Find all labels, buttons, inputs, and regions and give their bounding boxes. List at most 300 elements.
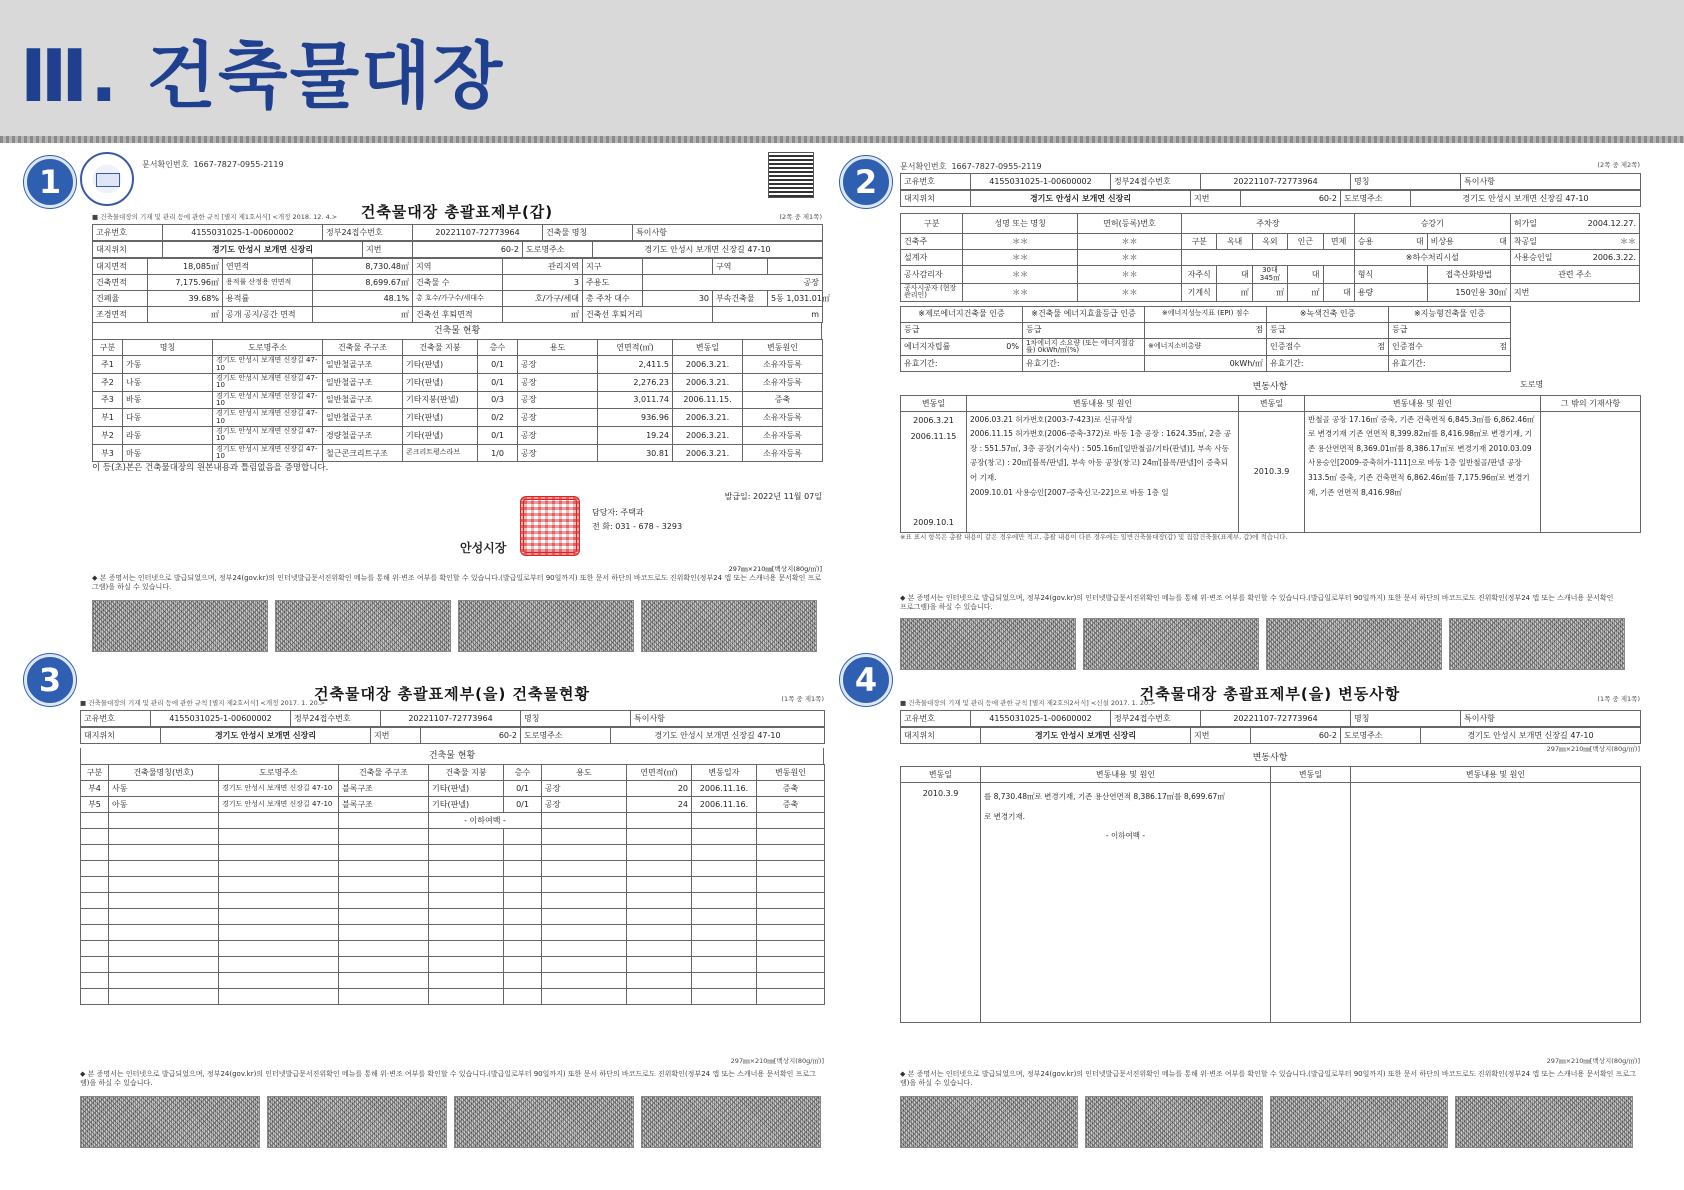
setback-area-label: 건축선 후퇴면적 bbox=[413, 307, 503, 323]
cell: 건축주 bbox=[901, 234, 963, 250]
doc2-location-table bbox=[900, 190, 1641, 207]
unique-no-label: 고유번호 bbox=[93, 225, 163, 241]
cell: 0kWh/㎡ bbox=[1145, 356, 1267, 372]
doc1-location-table bbox=[92, 241, 823, 258]
badge-3: 3 bbox=[24, 654, 76, 706]
doc2-barcodes bbox=[900, 618, 1625, 670]
lot-value: 60-2 bbox=[1251, 728, 1341, 744]
cell: 30대 345㎡ bbox=[1252, 266, 1287, 284]
doc3-notice: ◆ 본 증명서는 인터넷으로 발급되었으며, 정부24(gov.kr)의 인터넷발급문서진위확인 메뉴를 통해 위·변조 여부를 확인할 수 있습니다.(발급일로부터 90일까지) 또한 문서 하단의 바코드로도 진위확인(정부24 앱 또는 스캐너용 문서확인 프로그램)을 하실 수 있습니다. bbox=[80, 1070, 816, 1088]
cell: 등급 bbox=[901, 322, 1023, 338]
doc2-people-table bbox=[900, 213, 1640, 301]
table-row bbox=[81, 909, 825, 925]
doc4-page: (1쪽 중 제1쪽) bbox=[1597, 695, 1640, 703]
cell: 점 bbox=[1377, 342, 1385, 352]
change-desc: 2006.11.15 허가번호(2006-증축-372)로 바동 1층 공장 : 1624.35㎡, 2층 공장 : 551.57㎡, 3층 공장(기숙사) : 505.16㎡[일반철골/기타(판넬)], 부속 사동 공장(창고) : 20㎡[블록/판넬], 부속 아동 공장(창고) 24㎡[블록/판넬]이 증축되어 기재. bbox=[970, 429, 1232, 483]
cell: ＊＊ bbox=[963, 266, 1077, 284]
cell: 증축 bbox=[743, 391, 823, 409]
table-row bbox=[93, 356, 823, 374]
col-header: 연면적(㎡) bbox=[627, 765, 692, 781]
doc3-status-table bbox=[80, 764, 825, 1005]
cell: 유효기간: bbox=[901, 356, 1023, 372]
doc3-paper-spec: 297㎜×210㎜[백상지(80g/㎡)] bbox=[730, 1057, 824, 1065]
cell bbox=[1351, 783, 1641, 1023]
doc1-title: 건축물대장 총괄표제부(갑) bbox=[360, 203, 554, 221]
doc1-area-table bbox=[92, 258, 830, 323]
lot-value: 60-2 bbox=[421, 728, 521, 744]
col-header: 옥내 bbox=[1217, 234, 1252, 250]
cell: 용량 bbox=[1354, 283, 1427, 301]
cell: 소유자등록 bbox=[743, 374, 823, 392]
cell: 유효기간: bbox=[1389, 356, 1511, 372]
cell: 경기도 안성시 보개면 신장길 47-10 bbox=[213, 391, 323, 409]
cell: 공장 bbox=[518, 391, 598, 409]
header-bar bbox=[0, 0, 1684, 138]
col-header: 구분 bbox=[1182, 234, 1217, 250]
location-value: 경기도 안성시 보개면 신장리 bbox=[161, 728, 371, 744]
cell: 0/2 bbox=[478, 409, 518, 427]
unique-no-value: 4155031025-1-00600002 bbox=[151, 711, 291, 727]
unique-no-label: 고유번호 bbox=[901, 711, 971, 727]
gov24-value: 20221107-72773964 bbox=[1201, 711, 1351, 727]
doc1-page: (2쪽 중 제1쪽) bbox=[779, 213, 822, 221]
barcode-icon bbox=[1449, 618, 1625, 670]
road-label: 도로명주소 bbox=[1341, 728, 1421, 744]
col-header: 그 밖의 기재사항 bbox=[1541, 395, 1641, 411]
barcode-icon bbox=[900, 618, 1076, 670]
doc1-certify-text: 이 등(초)본은 건축물대장의 원본내용과 틀림없음을 증명합니다. bbox=[92, 463, 329, 474]
barcode-icon bbox=[1270, 1096, 1448, 1148]
col-header: 구분 bbox=[93, 340, 123, 356]
page-title: Ⅲ. 건축물대장 bbox=[20, 34, 505, 118]
table-row bbox=[93, 427, 823, 445]
table-row bbox=[81, 989, 825, 1005]
cell: 2006.11.15. bbox=[673, 391, 743, 409]
cell: 20 bbox=[627, 781, 692, 797]
col-header: 명칭 bbox=[123, 340, 213, 356]
change-date: 2006.11.15 bbox=[910, 431, 957, 441]
open-space-label: 공개 공지/공간 면적 bbox=[223, 307, 313, 323]
col-header: 건축물명칭(번호) bbox=[109, 765, 219, 781]
lot-label: 지번 bbox=[371, 728, 421, 744]
cell: 증축 bbox=[757, 797, 825, 813]
cell: 경기도 안성시 보개면 신장길 47-10 bbox=[219, 797, 339, 813]
barcode-icon bbox=[1266, 618, 1442, 670]
setback-area-value: ㎡ bbox=[503, 307, 583, 323]
cell: 일반철골구조 bbox=[323, 374, 403, 392]
far-floor-area-label: 용적률 산정용 연면적 bbox=[223, 275, 313, 291]
cell: 2,276.23 bbox=[598, 374, 673, 392]
cell bbox=[1323, 266, 1354, 284]
location-label: 대지위치 bbox=[901, 191, 971, 207]
building-area-value: 7,175.96㎡ bbox=[148, 275, 223, 291]
table-row bbox=[81, 813, 825, 829]
gov24-label: 정부24접수번호 bbox=[1111, 174, 1201, 190]
badge-2: 2 bbox=[840, 156, 892, 208]
cell: 2006.3.21. bbox=[673, 356, 743, 374]
change-desc: 2006.03.21 허가번호(2003-7-423)로 신규작성 bbox=[970, 414, 1133, 424]
cell: 인증점수 bbox=[1270, 342, 1301, 352]
cell: 바동 bbox=[123, 391, 213, 409]
cell: 기타(판넬) bbox=[429, 781, 504, 797]
cell: 사동 bbox=[109, 781, 219, 797]
bldg-name-label: 건축물 명칭 bbox=[543, 225, 633, 241]
gov24-value: 20221107-72773964 bbox=[381, 711, 521, 727]
doc4-law-ref: ■ 건축물대장의 기재 및 관리 등에 관한 규칙 [별지 제2호의2서식] <신설 2017. 1. 20.> bbox=[900, 699, 1156, 707]
cell: 콘크리트평스라브 bbox=[403, 444, 478, 462]
cell bbox=[1271, 783, 1351, 1023]
cell: 승용 bbox=[1357, 237, 1374, 247]
barcode-icon bbox=[900, 1096, 1078, 1148]
cell: 기타(판넬) bbox=[403, 374, 478, 392]
cell: 1차에너지 소요량 (또는 에너지절감률) bbox=[1026, 338, 1135, 354]
cell: 대 bbox=[1288, 266, 1323, 284]
cell: 공장 bbox=[542, 797, 627, 813]
building-count-label: 건축물 수 bbox=[413, 275, 503, 291]
cell: 다동 bbox=[123, 409, 213, 427]
cell: 대 bbox=[1499, 237, 1507, 247]
cell: 자주식 bbox=[1182, 266, 1217, 284]
cell: 기타지붕(판넬) bbox=[403, 391, 478, 409]
road-value: 경기도 안성시 보개면 신장길 47-10 bbox=[1411, 191, 1641, 207]
col-header: 인근 bbox=[1288, 234, 1323, 250]
cell: 라동 bbox=[123, 427, 213, 445]
location-label: 대지위치 bbox=[81, 728, 161, 744]
change-date: 2010.3.9 bbox=[1239, 411, 1305, 532]
cell: 접촉산화방법 bbox=[1427, 266, 1510, 284]
cell: ※제로에너지건축물 인증 bbox=[901, 306, 1023, 322]
cell: 경기도 안성시 보개면 신장길 47-10 bbox=[213, 356, 323, 374]
units-value: 호/가구/세대 bbox=[503, 291, 583, 307]
col-header: 성명 또는 명칭 bbox=[963, 214, 1077, 234]
col-header: 변동내용 및 원인 bbox=[1351, 767, 1641, 783]
col-header: 변동내용 및 원인 bbox=[1305, 395, 1541, 411]
cell: 2006.11.16. bbox=[692, 797, 757, 813]
qr-code-icon bbox=[768, 152, 814, 198]
barcode-icon bbox=[80, 1096, 260, 1148]
table-row bbox=[81, 957, 825, 973]
cell: 경기도 안성시 보개면 신장길 47-10 bbox=[213, 444, 323, 462]
cell: 공장 bbox=[518, 444, 598, 462]
col-header: 변동내용 및 원인 bbox=[981, 767, 1271, 783]
road-value: 경기도 안성시 보개면 신장길 47-10 bbox=[611, 728, 825, 744]
cell: 150인용 30㎥ bbox=[1427, 283, 1510, 301]
cell: 에너지자립률 bbox=[904, 342, 951, 352]
name-label: 명칭 bbox=[1351, 174, 1461, 190]
table-row bbox=[81, 781, 825, 797]
change-desc: 2009.10.01 사용승인[2007-증축신고-22]으로 바동 1층 일 bbox=[970, 487, 1169, 497]
cell: 0/3 bbox=[478, 391, 518, 409]
special-label: 특이사항 bbox=[1461, 711, 1641, 727]
zone-value: 관리지역 bbox=[503, 259, 583, 275]
area-value bbox=[768, 259, 823, 275]
table-row bbox=[81, 861, 825, 877]
col-header: 주차장 bbox=[1182, 214, 1355, 234]
cell: 경기도 안성시 보개면 신장길 47-10 bbox=[213, 409, 323, 427]
doc2-footnote: ※표 표시 항목은 총괄 내용이 같은 경우에만 적고, 총괄 내용이 다른 경우에는 일반건축물대장(갑) 및 집합건축물(표제부, 갑)에 적습니다. bbox=[900, 532, 1288, 541]
unique-no-value: 4155031025-1-00600002 bbox=[971, 711, 1111, 727]
cell: 아동 bbox=[109, 797, 219, 813]
authenticity-stamp-icon bbox=[80, 152, 134, 206]
cell: 블록구조 bbox=[339, 797, 429, 813]
road-label: 도로명주소 bbox=[523, 242, 593, 258]
doc1-contact-dept: 담당자: 주택과 bbox=[592, 508, 644, 517]
road-value: 경기도 안성시 보개면 신장길 47-10 bbox=[1421, 728, 1641, 744]
cell: 19.24 bbox=[598, 427, 673, 445]
col-header: 변동내용 및 원인 bbox=[967, 395, 1239, 411]
cell: ＊＊ bbox=[1077, 266, 1181, 284]
barcode-icon bbox=[641, 1096, 821, 1148]
parking-total-label: 총 주차 대수 bbox=[583, 291, 643, 307]
doc4-change-table bbox=[900, 766, 1641, 1023]
table-row bbox=[81, 845, 825, 861]
doc2-notice: ◆ 본 증명서는 인터넷으로 발급되었으며, 정부24(gov.kr)의 인터넷발급문서진위확인 메뉴를 통해 위·변조 여부를 확인할 수 있습니다.(발급일로부터 90일까지) 또한 문서 하단의 바코드로도 진위확인(정부24 앱 또는 스캐너용 문서확인 프로그램)을 하실 수 있습니다. bbox=[900, 594, 1614, 612]
barcode-icon bbox=[1083, 618, 1259, 670]
cell: 점 bbox=[1499, 342, 1507, 352]
start-date-value: ＊＊ bbox=[1620, 237, 1636, 247]
cell: 유효기간: bbox=[1267, 356, 1389, 372]
cell: ㎡ bbox=[1288, 283, 1323, 301]
cell: 부2 bbox=[93, 427, 123, 445]
cell: ㎡ bbox=[1252, 283, 1287, 301]
sewage-label: ※하수처리시설 bbox=[1354, 250, 1510, 266]
cell: 설계자 bbox=[901, 250, 963, 266]
gov24-value: 20221107-72773964 bbox=[413, 225, 543, 241]
change-date: 2006.3.21 bbox=[913, 415, 954, 425]
far-floor-area-value: 8,699.67㎡ bbox=[313, 275, 413, 291]
cell: 0/1 bbox=[504, 797, 542, 813]
location-label: 대지위치 bbox=[901, 728, 981, 744]
doc1-status-table bbox=[92, 339, 823, 462]
use-approval-label: 사용승인일 bbox=[1513, 253, 1553, 263]
below-blank-text: - 이하여백 - bbox=[429, 813, 542, 829]
cell: 등급 bbox=[1023, 322, 1145, 338]
col-header: 구분 bbox=[81, 765, 109, 781]
cell: 등급 bbox=[1389, 322, 1511, 338]
cell: 경기도 안성시 보개면 신장길 47-10 bbox=[213, 427, 323, 445]
cell: ＊＊ bbox=[1077, 283, 1181, 301]
cell: 30.81 bbox=[598, 444, 673, 462]
doc3-page: (1쪽 중 제1쪽) bbox=[781, 695, 824, 703]
cell: 경량철골구조 bbox=[323, 427, 403, 445]
barcode-icon bbox=[458, 600, 634, 652]
cell: ＊＊ bbox=[1077, 234, 1181, 250]
cell: 유효기간: bbox=[1023, 356, 1145, 372]
col-header: 연면적(㎡) bbox=[598, 340, 673, 356]
official-seal-icon bbox=[520, 496, 580, 556]
cell: 소유자등록 bbox=[743, 409, 823, 427]
col-header: 변동원인 bbox=[757, 765, 825, 781]
doc1-header-table bbox=[92, 224, 823, 241]
col-header: 건축물 지붕 bbox=[403, 340, 478, 356]
doc2-paper-spec: 297㎜×210㎜[백상지(80g/㎡)] bbox=[1546, 745, 1640, 753]
cell: 주2 bbox=[93, 374, 123, 392]
cell: 공장 bbox=[542, 781, 627, 797]
cell: 공장 bbox=[518, 409, 598, 427]
cell: 가동 bbox=[123, 356, 213, 374]
header-divider bbox=[0, 136, 1684, 143]
cell: 형식 bbox=[1354, 266, 1427, 284]
permit-date-value: 2004.12.27. bbox=[1587, 219, 1636, 229]
doc4-notice: ◆ 본 증명서는 인터넷으로 발급되었으며, 정부24(gov.kr)의 인터넷발급문서진위확인 메뉴를 통해 위·변조 여부를 확인할 수 있습니다.(발급일로부터 90일까지) 또한 문서 하단의 바코드로도 진위확인(정부24 앱 또는 스캐너용 문서확인 프로그램)을 하실 수 있습니다. bbox=[900, 1070, 1636, 1088]
col-header: 층수 bbox=[478, 340, 518, 356]
cell: 공사시공자 (현장관리인) bbox=[901, 283, 963, 301]
start-date-label: 착공일 bbox=[1513, 237, 1538, 247]
name-label: 명칭 bbox=[1351, 711, 1461, 727]
doc2-header-table bbox=[900, 173, 1641, 190]
location-label: 대지위치 bbox=[93, 242, 163, 258]
barcode-icon bbox=[641, 600, 817, 652]
cell: 2006.3.21. bbox=[673, 427, 743, 445]
cell: 2006.3.21. bbox=[673, 374, 743, 392]
doc3-barcodes bbox=[80, 1096, 821, 1148]
col-header: 면허(등록)번호 bbox=[1077, 214, 1181, 234]
col-header: 옥외 bbox=[1252, 234, 1287, 250]
col-header: 면제 bbox=[1323, 234, 1354, 250]
cell: 1/0 bbox=[478, 444, 518, 462]
cell: 0% bbox=[1006, 342, 1019, 352]
unique-no-value: 4155031025-1-00600002 bbox=[163, 225, 323, 241]
total-floor-area-label: 연면적 bbox=[223, 259, 313, 275]
cell: 0/1 bbox=[478, 356, 518, 374]
cell: 공장 bbox=[518, 356, 598, 374]
cell: 소유자등록 bbox=[743, 427, 823, 445]
table-row bbox=[81, 941, 825, 957]
cell: 2,411.5 bbox=[598, 356, 673, 374]
cell: 주3 bbox=[93, 391, 123, 409]
col-header: 변동일자 bbox=[692, 765, 757, 781]
table-row bbox=[81, 893, 825, 909]
cell: 24 bbox=[627, 797, 692, 813]
unique-no-value: 4155031025-1-00600002 bbox=[971, 174, 1111, 190]
district-value bbox=[643, 259, 713, 275]
cell: ※에너지성능지표 (EPI) 점수 bbox=[1145, 306, 1267, 322]
doc2-page: (2쪽 중 제2쪽) bbox=[1597, 161, 1640, 169]
col-header: 구분 bbox=[901, 214, 963, 234]
lot-value: 60-2 bbox=[1241, 191, 1341, 207]
doc1-status-label: 건축물 현황 bbox=[92, 323, 822, 339]
special-label: 특이사항 bbox=[1461, 174, 1641, 190]
table-row bbox=[81, 925, 825, 941]
location-value: 경기도 안성시 보개면 신장리 bbox=[981, 728, 1191, 744]
table-row bbox=[81, 877, 825, 893]
cell: 철근콘크리트구조 bbox=[323, 444, 403, 462]
cell: 등급 bbox=[1267, 322, 1389, 338]
doc4-barcodes bbox=[900, 1096, 1633, 1148]
cell: 점 bbox=[1145, 322, 1267, 338]
cell: 인증점수 bbox=[1392, 342, 1423, 352]
doc1-paper-spec: 297㎜×210㎜[백상지(80g/㎡)] bbox=[728, 565, 822, 573]
col-header: 도로명주소 bbox=[219, 765, 339, 781]
permit-date-label: 허가일 bbox=[1513, 219, 1538, 229]
cell: ＊＊ bbox=[963, 250, 1077, 266]
change-desc: 로 변경기재. bbox=[984, 811, 1025, 821]
land-area-label: 대지면적 bbox=[93, 259, 148, 275]
doc1-issuer: 안성시장 bbox=[460, 541, 507, 555]
location-value: 경기도 안성시 보개면 신장리 bbox=[971, 191, 1191, 207]
cell: 나동 bbox=[123, 374, 213, 392]
col-header: 승강기 bbox=[1354, 214, 1510, 234]
cell: 소유자등록 bbox=[743, 444, 823, 462]
related-address-label: 관련 주소 bbox=[1510, 266, 1639, 284]
col-header: 변동일 bbox=[673, 340, 743, 356]
doc3-status-label: 건축물 현황 bbox=[80, 748, 824, 764]
doc4-change-label: 변동사항 bbox=[1252, 753, 1288, 763]
doc2-change-label: 변동사항 bbox=[1252, 382, 1288, 393]
special-label: 특이사항 bbox=[633, 225, 823, 241]
cell: 기계식 bbox=[1182, 283, 1217, 301]
cell: 0/1 bbox=[504, 781, 542, 797]
badge-1: 1 bbox=[24, 156, 76, 208]
doc4-location-table bbox=[900, 727, 1641, 744]
cell: 부4 bbox=[81, 781, 109, 797]
cell: 2006.3.21. bbox=[673, 444, 743, 462]
col-header: 용도 bbox=[518, 340, 598, 356]
cell: 일반철골구조 bbox=[323, 391, 403, 409]
lot-value: 60-2 bbox=[413, 242, 523, 258]
cell: ＊＊ bbox=[1077, 250, 1181, 266]
cell: 비상용 bbox=[1430, 237, 1454, 247]
barcode-icon bbox=[92, 600, 268, 652]
unique-no-label: 고유번호 bbox=[901, 174, 971, 190]
table-row bbox=[81, 797, 825, 813]
doc1-law-ref: ■ 건축물대장의 기재 및 관리 등에 관한 규칙 [별지 제1호서식] <개정 2018. 12. 4.> bbox=[92, 213, 338, 221]
building-area-label: 건축면적 bbox=[93, 275, 148, 291]
units-label: 총 호수/가구수/세대수 bbox=[413, 291, 503, 307]
table-row bbox=[81, 973, 825, 989]
zone-label: 지역 bbox=[413, 259, 503, 275]
cell: 부3 bbox=[93, 444, 123, 462]
special-label: 특이사항 bbox=[631, 711, 825, 727]
col-header: 변동일 bbox=[1271, 767, 1351, 783]
cell bbox=[1182, 250, 1355, 266]
doc1-doc-number: 문서확인번호 1667-7827-0955-2119 bbox=[142, 160, 284, 169]
col-header: 건축물 지붕 bbox=[429, 765, 504, 781]
col-header: 층수 bbox=[504, 765, 542, 781]
landscape-label: 조경면적 bbox=[93, 307, 148, 323]
cell: ※건축물 에너지효율등급 인증 bbox=[1023, 306, 1145, 322]
setback-dist-value: m bbox=[713, 307, 823, 323]
cell: 부5 bbox=[81, 797, 109, 813]
col-header: 변동일 bbox=[901, 395, 967, 411]
cell: 0kWh/㎡(%) bbox=[1037, 345, 1080, 354]
cell: ＊＊ bbox=[963, 283, 1077, 301]
doc1-notice: ◆ 본 증명서는 인터넷으로 발급되었으며, 정부24(gov.kr)의 인터넷발급문서진위확인 메뉴를 통해 위·변조 여부를 확인할 수 있습니다.(발급일로부터 90일까지) 또한 문서 하단의 바코드로도 진위확인(정부24 앱 또는 스캐너용 문서확인 프로그램)을 하실 수 있습니다. bbox=[92, 574, 822, 592]
barcode-icon bbox=[1085, 1096, 1263, 1148]
cell: 대 bbox=[1217, 266, 1252, 284]
cell: 일반철골구조 bbox=[323, 409, 403, 427]
doc3-title: 건축물대장 총괄표제부(을) 건축물현황 bbox=[314, 685, 590, 703]
below-blank-text: - 이하여백 - bbox=[1105, 831, 1146, 841]
doc2-cert-table bbox=[900, 306, 1511, 373]
location-value: 경기도 안성시 보개면 신장리 bbox=[163, 242, 363, 258]
cell: 주1 bbox=[93, 356, 123, 374]
col-header: 변동일 bbox=[1239, 395, 1305, 411]
lot-label: 지번 bbox=[1191, 191, 1241, 207]
doc3-location-table bbox=[80, 727, 825, 744]
cell: 공장 bbox=[518, 427, 598, 445]
annex-label: 부속건축물 bbox=[713, 291, 768, 307]
table-row bbox=[93, 409, 823, 427]
cell: 936.96 bbox=[598, 409, 673, 427]
road-value: 경기도 안성시 보개면 신장길 47-10 bbox=[593, 242, 823, 258]
doc1-barcodes bbox=[92, 600, 817, 652]
use-approval-value: 2006.3.22. bbox=[1592, 253, 1636, 263]
cell: 대 bbox=[1323, 283, 1354, 301]
change-desc: 반철골 공장 17.16㎡ 증축, 기존 건축면적 6,845.3㎡를 6,862.46㎡로 변경기재 기존 연면적 8,399.82㎡를 8,416.98㎡로 변경기재, 기존 용산연면적 8,369.01㎡를 8,386.17㎡로 변경기재 2010.03.09 사용승인[2009-증축허가-111]으로 바동 1층 일반철골/판넬 공장 313.5㎡ 증축, 기존 건축면적 6,862.46㎡를 7,175.96㎡로 변경기재, 기존 연면적 8,416.98㎡ bbox=[1305, 411, 1541, 532]
col-header: 도로명주소 bbox=[213, 340, 323, 356]
doc4-header-table bbox=[900, 710, 1641, 727]
